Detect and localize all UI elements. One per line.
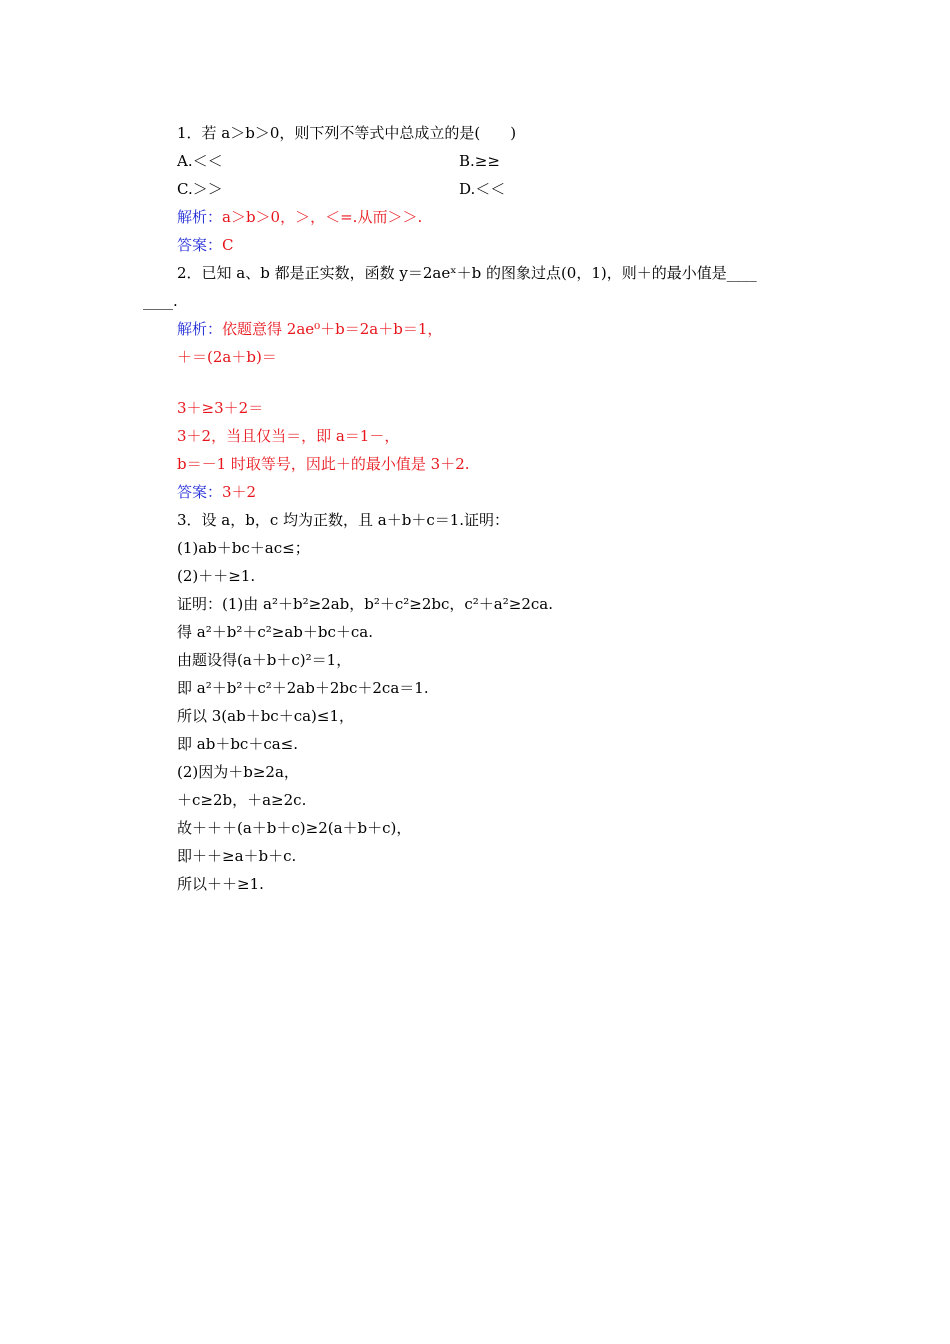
- answer-label: 答案：: [177, 236, 223, 254]
- answer-label: 答案：: [177, 483, 223, 501]
- analysis-label: 解析：: [177, 208, 223, 226]
- proof-line-6: 即 ab＋bc＋ca≤.: [177, 735, 298, 753]
- proof-line-3: 由题设得(a＋b＋c)²＝1，: [177, 651, 352, 669]
- q2-stem-continuation: ____.: [143, 292, 178, 310]
- analysis-label: 解析：: [177, 320, 223, 338]
- proof-line-7: (2)因为＋b≥2a，: [177, 763, 299, 781]
- proof-line-2: 得 a²＋b²＋c²≥ab＋bc＋ca.: [177, 623, 373, 641]
- proof-line-4: 即 a²＋b²＋c²＋2ab＋2bc＋2ca＝1.: [177, 679, 429, 697]
- q1-option-b: B.≥≥: [459, 152, 500, 170]
- q1-stem: 1．若 a＞b＞0，则下列不等式中总成立的是( ): [177, 124, 517, 142]
- q1-analysis: [177, 207, 422, 227]
- q1-option-d: D.＜＜: [459, 180, 506, 198]
- proof-line-9: 故＋＋＋(a＋b＋c)≥2(a＋b＋c)，: [177, 819, 412, 837]
- proof-line-1: 证明：(1)由 a²＋b²≥2ab，b²＋c²≥2bc，c²＋a²≥2ca.: [177, 595, 553, 613]
- q2-analysis: [177, 319, 442, 339]
- proof-line-8: ＋c≥2b，＋a≥2c.: [177, 791, 307, 809]
- proof-line-11: 所以＋＋≥1.: [177, 875, 264, 893]
- q1-answer: [177, 235, 234, 255]
- q2-stem: 2．已知 a、b 都是正实数，函数 y＝2aeˣ＋b 的图象过点(0，1)，则＋的最小值是____: [177, 264, 757, 282]
- q1-option-c: C.＞＞: [177, 180, 223, 198]
- q3-part-1: (1)ab＋bc＋ac≤；: [177, 539, 310, 557]
- q1-option-a: A.＜＜: [177, 152, 223, 170]
- proof-line-5: 所以 3(ab＋bc＋ca)≤1，: [177, 707, 355, 725]
- q3-stem: 3．设 a，b，c 均为正数，且 a＋b＋c＝1.证明：: [177, 511, 510, 529]
- analysis-line-5: b＝－1 时取等号，因此＋的最小值是 3＋2.: [177, 455, 470, 473]
- analysis-text: a＞b＞0，＞，＜=.从而＞＞.: [222, 208, 423, 226]
- answer-text: C: [222, 236, 234, 254]
- analysis-line-3: 3＋≥3＋2＝: [177, 399, 264, 417]
- q3-part-2: (2)＋＋≥1.: [177, 567, 256, 585]
- proof-line-10: 即＋＋≥a＋b＋c.: [177, 847, 297, 865]
- analysis-line-4: 3＋2，当且仅当＝，即 a＝1－，: [177, 427, 400, 445]
- q2-answer: [177, 482, 256, 502]
- analysis-line-2: ＋＝(2a＋b)＝: [177, 348, 277, 366]
- analysis-line-1: 依题意得 2ae⁰＋b＝2a＋b＝1，: [222, 320, 443, 338]
- answer-text: 3＋2: [222, 483, 257, 501]
